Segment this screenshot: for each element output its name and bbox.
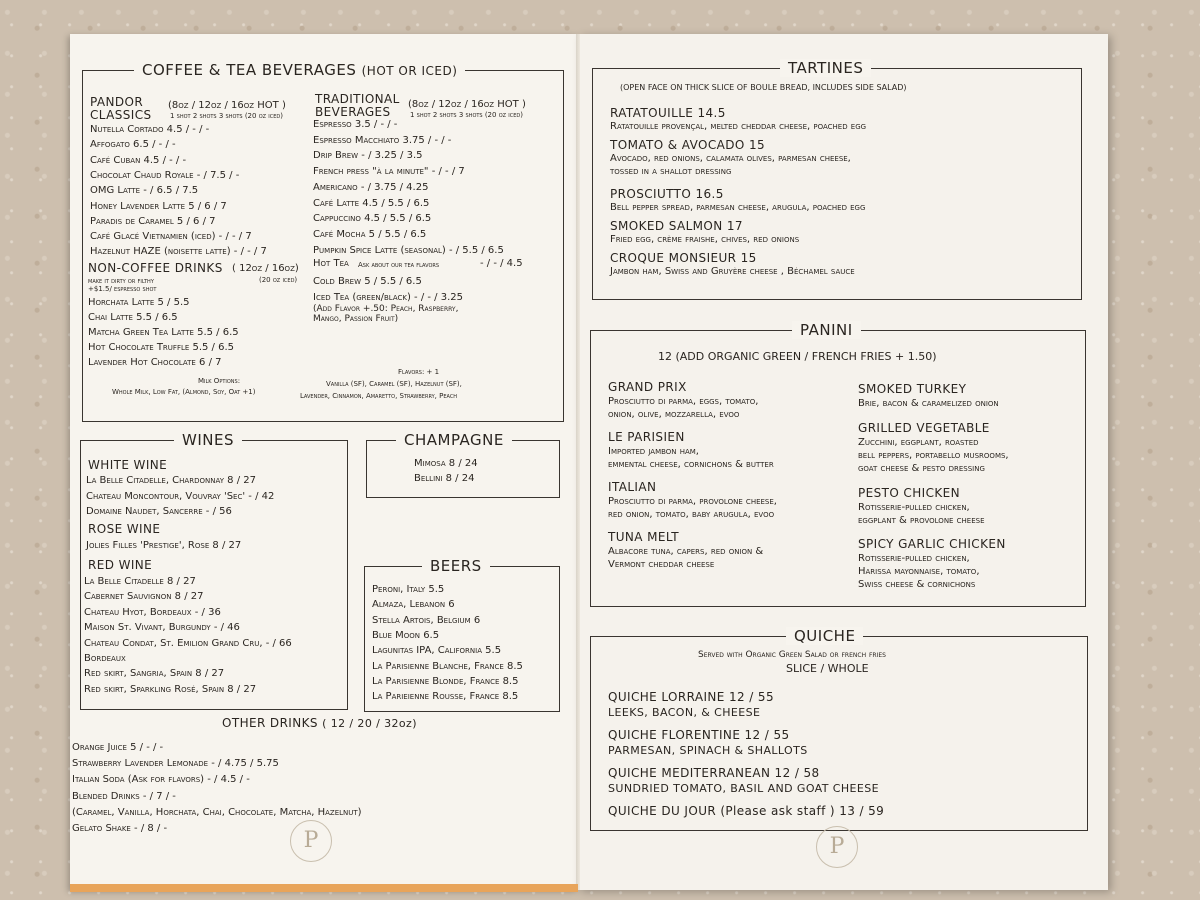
menu-item: Espresso 3.5 / - / -	[313, 119, 398, 130]
panini-description: Vermont cheddar cheese	[608, 559, 715, 570]
quiche-name: QUICHE FLORENTINE 12 / 55	[608, 728, 790, 742]
traditional-sizes: (8oz / 12oz / 16oz HOT )	[408, 99, 526, 110]
beer-item: La Parisienne Blanche, France 8.5	[372, 660, 523, 672]
panini-name: GRILLED VEGETABLE	[858, 421, 990, 435]
tartine-description: Avocado, red onions, calamata olives, parmesan cheese,	[610, 153, 851, 164]
panini-description: Rotisserie-pulled chicken,	[858, 553, 970, 564]
pandor-sizes: (8oz / 12oz / 16oz HOT )	[168, 100, 286, 111]
panini-description: Imported jambon ham,	[608, 446, 699, 457]
pandor-shots: 1 shot 2 shots 3 shots (20 oz iced)	[170, 112, 283, 120]
wine-item: Maison St. Vivant, Burgundy - / 46	[84, 622, 240, 634]
panini-description: Harissa mayonnaise, tomato,	[858, 566, 980, 577]
hot-tea: Hot Tea	[313, 258, 349, 269]
champagne-title: CHAMPAGNE	[396, 431, 512, 449]
quiche-name: QUICHE LORRAINE 12 / 55	[608, 690, 774, 704]
rose-wine-heading: ROSE WINE	[88, 522, 161, 536]
tartine-description: Fried egg, crème fraishe, chives, red onions	[610, 234, 800, 245]
tartine-name: TOMATO & AVOCADO 15	[610, 138, 766, 152]
red-wine-heading: RED WINE	[88, 558, 153, 572]
tartine-description: Jambon ham, Swiss and Gruyère cheese , Béchamel sauce	[610, 266, 855, 277]
menu-item: Hot Chocolate Truffle 5.5 / 6.5	[88, 342, 235, 353]
tartine-description: Ratatouille provençal, melted cheddar cheese, poached egg	[610, 121, 867, 132]
panini-name: GRAND PRIX	[608, 380, 687, 394]
tartine-name: SMOKED SALMON 17	[610, 219, 743, 233]
white-wine-heading: WHITE WINE	[88, 458, 168, 472]
panini-description: red onion, tomato, baby arugula, evoo	[608, 509, 775, 520]
other-drink-item: Blended Drinks - / 7 / -	[72, 790, 176, 802]
menu-item: Drip Brew - / 3.25 / 3.5	[313, 150, 423, 162]
dirty-note-2: +$1.5/ espresso shot	[88, 285, 157, 293]
menu-item: Café Cuban 4.5 / - / -	[90, 154, 187, 166]
tartine-name: RATATOUILLE 14.5	[610, 106, 726, 120]
tartines-subtitle: (OPEN FACE ON THICK SLICE OF BOULE BREAD, INCLUDES SIDE SALAD)	[620, 83, 907, 92]
quiche-description: PARMESAN, SPINACH & SHALLOTS	[608, 744, 808, 757]
wine-item: Bordeaux	[84, 653, 126, 664]
menu-item: Chai Latte 5.5 / 6.5	[88, 312, 178, 323]
beer-item: Lagunitas IPA, California 5.5	[372, 645, 502, 657]
quiche-slice-whole: SLICE / WHOLE	[786, 662, 869, 675]
menu-item: Café Glacé Vietnamien (iced) - / - / 7	[90, 231, 252, 243]
tartine-name: PROSCIUTTO 16.5	[610, 187, 724, 201]
wine-item: Red skirt, Sangria, Spain 8 / 27	[84, 668, 225, 680]
menu-item: Americano - / 3.75 / 4.25	[313, 181, 429, 193]
hot-tea-price: - / - / 4.5	[480, 258, 523, 269]
panini-description: Swiss cheese & cornichons	[858, 579, 976, 590]
wines-title: WINES	[174, 431, 242, 449]
menu-item: Paradis de Caramel 5 / 6 / 7	[90, 215, 216, 227]
beers-title: BEERS	[422, 557, 490, 575]
beer-item: La Parieienne Rousse, France 8.5	[372, 691, 519, 703]
noncoffee-heading: NON-COFFEE DRINKS	[88, 261, 223, 275]
panini-name: PESTO CHICKEN	[858, 486, 960, 500]
panini-description: Zucchini, eggplant, roasted	[858, 437, 979, 448]
menu-item: Horchata Latte 5 / 5.5	[88, 297, 190, 308]
wine-item: La Belle Citadelle, Chardonnay 8 / 27	[86, 475, 256, 486]
menu-item: OMG Latte - / 6.5 / 7.5	[90, 185, 199, 197]
menu-item: Cappuccino 4.5 / 5.5 / 6.5	[313, 213, 432, 225]
quiche-description: LEEKS, BACON, & CHEESE	[608, 706, 761, 719]
other-drink-item: Strawberry Lavender Lemonade - / 4.75 / 5.75	[72, 758, 279, 770]
quiche-description: SUNDRIED TOMATO, BASIL AND GOAT CHEESE	[608, 782, 879, 795]
panini-description: bell peppers, portabello musrooms,	[858, 450, 1009, 461]
panini-name: TUNA MELT	[608, 530, 680, 544]
panini-title: PANINI	[792, 321, 861, 339]
cold-brew: Cold Brew 5 / 5.5 / 6.5	[313, 276, 422, 287]
wine-item: Chateau Condat, St. Emilion Grand Cru, - / 66	[84, 637, 292, 649]
wine-item: Domaine Naudet, Sancerre - / 56	[86, 506, 232, 517]
beer-item: La Parisienne Blonde, France 8.5	[372, 675, 519, 687]
menu-item: Nutella Cortado 4.5 / - / -	[90, 124, 210, 135]
wine-item: Chateau Hyot, Bordeaux - / 36	[84, 606, 221, 618]
pandor-logo-left: P	[290, 820, 332, 862]
beer-item: Stella Artois, Belgium 6	[372, 614, 481, 626]
menu-item: Lavender Hot Chocolate 6 / 7	[88, 357, 222, 368]
panini-description: emmental cheese, cornichons & butter	[608, 459, 774, 470]
wine-item: La Belle Citadelle 8 / 27	[84, 576, 196, 587]
menu-item: Pumpkin Spice Latte (seasonal) - / 5.5 / 6.5	[313, 244, 504, 256]
iced-tea-note-2: Mango, Passion Fruit)	[313, 314, 399, 324]
other-drink-item: (Caramel, Vanilla, Horchata, Chai, Chocolate, Matcha, Hazelnut)	[72, 806, 362, 818]
champagne-item: Mimosa 8 / 24	[414, 458, 478, 469]
traditional-heading-2: BEVERAGES	[315, 105, 391, 119]
wine-item: Cabernet Sauvignon 8 / 27	[84, 591, 204, 603]
milk-heading: Milk Options:	[198, 377, 241, 385]
noncoffee-iced: (20 oz iced)	[259, 276, 298, 284]
panini-description: goat cheese & pesto dressing	[858, 463, 985, 474]
panini-description: Prosciutto di parma, provolone cheese,	[608, 496, 777, 507]
quiche-name: QUICHE DU JOUR (Please ask staff ) 13 / 59	[608, 804, 885, 818]
beer-item: Blue Moon 6.5	[372, 629, 440, 641]
champagne-item: Bellini 8 / 24	[414, 473, 475, 484]
wine-item: Jolies Filles 'Prestige', Rose 8 / 27	[86, 540, 242, 551]
traditional-shots: 1 shot 2 shots 3 shots (20 oz iced)	[410, 111, 523, 119]
other-drink-item: Italian Soda (Ask for flavors) - / 4.5 / -	[72, 774, 250, 786]
flavors-line: Vanilla (SF), Caramel (SF), Hazelnut (SF),	[326, 380, 462, 388]
other-drink-item: Orange Juice 5 / - / -	[72, 742, 164, 753]
other-drinks-title: OTHER DRINKS ( 12 / 20 / 32oz)	[222, 716, 417, 730]
pandor-logo-right: P	[816, 826, 858, 868]
panini-name: SMOKED TURKEY	[858, 382, 967, 396]
iced-tea: Iced Tea (green/black) - / - / 3.25	[313, 292, 463, 303]
other-drink-item: Gelato Shake - / 8 / -	[72, 823, 168, 834]
tartines-title: TARTINES	[780, 59, 871, 77]
menu-item: French press "à la minute" - / - / 7	[313, 166, 465, 178]
beer-item: Peroni, Italy 5.5	[372, 584, 445, 595]
flavors-heading: Flavors: + 1	[398, 368, 440, 376]
dirty-note: make it dirty or filthy	[88, 277, 154, 285]
beer-item: Almaza, Lebanon 6	[372, 599, 455, 611]
panini-name: LE PARISIEN	[608, 430, 685, 444]
menu-item: Café Mocha 5 / 5.5 / 6.5	[313, 228, 427, 240]
menu-orange-edge	[70, 884, 578, 892]
menu-item: Espresso Macchiato 3.75 / - / -	[313, 134, 452, 146]
panini-description: Rotisserie-pulled chicken,	[858, 502, 970, 513]
panini-description: Prosciutto di parma, eggs, tomato,	[608, 396, 759, 407]
coffee-tea-title: COFFEE & TEA BEVERAGES (HOT OR ICED)	[134, 61, 465, 79]
wine-item: Chateau Moncontour, Vouvray 'Sec' - / 42	[86, 490, 275, 502]
pandor-heading: PANDOR	[90, 95, 144, 109]
iced-tea-note: (Add Flavor +.50: Peach, Raspberry,	[313, 304, 459, 314]
quiche-subtitle: Served with Organic Green Salad or french fries	[698, 650, 886, 660]
panini-name: ITALIAN	[608, 480, 657, 494]
milk-options: Whole Milk, Low Fat, (Almond, Soy, Oat +1)	[112, 388, 256, 396]
menu-fold	[576, 34, 580, 890]
panini-description: onion, olive, mozzarella, evoo	[608, 409, 740, 420]
tartine-description: Bell pepper spread, parmesan cheese, arugula, poached egg	[610, 202, 866, 213]
flavors-line-2: Lavender, Cinnamon, Amaretto, Strawberry, Peach	[300, 392, 458, 400]
hot-tea-note: Ask about our tea flavors	[358, 261, 440, 269]
panini-description: eggplant & provolone cheese	[858, 515, 985, 526]
traditional-heading: TRADITIONAL	[315, 92, 400, 106]
menu-item: Chocolat Chaud Royale - / 7.5 / -	[90, 169, 240, 181]
noncoffee-sizes: ( 12oz / 16oz)	[232, 263, 299, 274]
panini-description: Albacore tuna, capers, red onion &	[608, 546, 764, 557]
panini-subtitle: 12 (ADD ORGANIC GREEN / FRENCH FRIES + 1.50)	[658, 350, 937, 363]
menu-item: Honey Lavender Latte 5 / 6 / 7	[90, 200, 227, 212]
pandor-heading-2: CLASSICS	[90, 108, 152, 122]
quiche-title: QUICHE	[786, 627, 863, 645]
menu-item: Hazelnut HAZE (noisette latte) - / - / 7	[90, 246, 267, 258]
quiche-name: QUICHE MEDITERRANEAN 12 / 58	[608, 766, 820, 780]
tartine-description: tossed in a shallot dressing	[610, 166, 732, 177]
tartine-name: CROQUE MONSIEUR 15	[610, 251, 757, 265]
menu-item: Affogato 6.5 / - / -	[90, 139, 176, 151]
menu-item: Café Latte 4.5 / 5.5 / 6.5	[313, 197, 430, 209]
menu-item: Matcha Green Tea Latte 5.5 / 6.5	[88, 327, 239, 338]
wine-item: Red skirt, Sparkling Rosé, Spain 8 / 27	[84, 683, 257, 695]
panini-name: SPICY GARLIC CHICKEN	[858, 537, 1006, 551]
panini-description: Brie, bacon & caramelized onion	[858, 398, 999, 409]
